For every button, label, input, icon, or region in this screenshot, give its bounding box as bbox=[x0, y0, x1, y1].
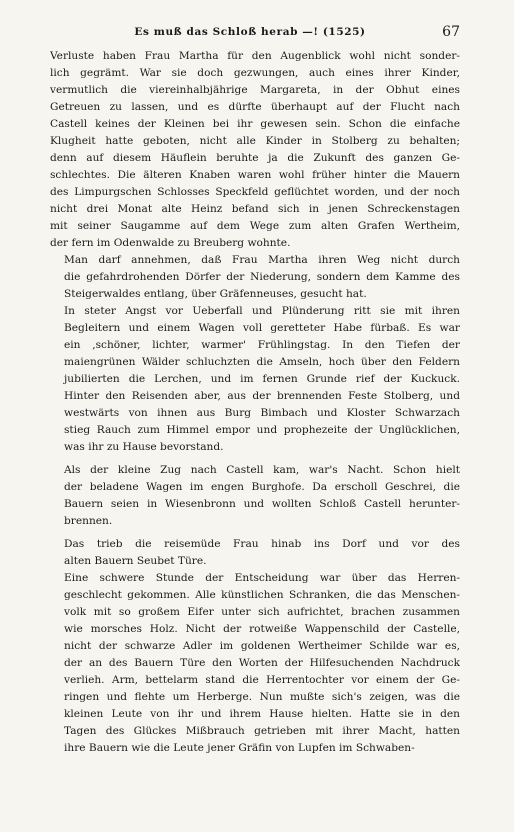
body-text bbox=[50, 48, 460, 757]
text-line: der an des Bauern Türe den Worten der Hilfesuchenden Nachdruck bbox=[64, 657, 460, 669]
text-line: geschlecht gekommen. Alle künstlichen Schranken, die das Menschen- bbox=[64, 589, 460, 601]
text-line: ein ,schöner, lichter, warmer' Frühlingstag. In den Tiefen der bbox=[64, 339, 460, 351]
text-line: mit seiner Saugamme auf dem Wege zum alten Grafen Wertheim, bbox=[50, 220, 460, 232]
text-line: ihre Bauern wie die Leute jener Gräfin von Lupfen im Schwaben- bbox=[64, 742, 415, 754]
text-line: alten Bauern Seubet Türe. bbox=[64, 555, 207, 567]
text-line: In steter Angst vor Ueberfall und Plünderung ritt sie mit ihren bbox=[64, 305, 460, 317]
text-line: Man darf annehmen, daß Frau Martha ihren Weg nicht durch bbox=[64, 254, 460, 266]
text-line: der beladene Wagen im engen Burghofe. Da erscholl Geschrei, die bbox=[64, 481, 460, 493]
text-line: vermutlich die viereinhalbjährige Margareta, in der Obhut eines bbox=[50, 84, 460, 96]
text-line: stieg Rauch zum Himmel empor und prophezeite der Unglücklichen, bbox=[64, 424, 460, 436]
paragraph bbox=[50, 462, 460, 530]
paragraph bbox=[50, 536, 460, 570]
text-line: Tagen des Glückes Mißbrauch getrieben mit ihrer Macht, hatten bbox=[64, 725, 460, 737]
text-line: maiengrünen Wälder schluchzten die Amseln, hoch über den Feldern bbox=[64, 356, 460, 368]
text-line: schlechtes. Die älteren Knaben waren wohl früher hinter die Mauern bbox=[50, 169, 460, 181]
text-line: Als der kleine Zug nach Castell kam, war's Nacht. Schon hielt bbox=[64, 464, 460, 476]
text-line: ringen und flehte um Herberge. Nun mußte sich's zeigen, was die bbox=[64, 691, 460, 703]
page-number: 67 bbox=[442, 24, 460, 40]
text-line: verlieh. Arm, bettelarm stand die Herrentochter vor einem der Ge- bbox=[64, 674, 460, 686]
page-header bbox=[50, 26, 460, 46]
text-line: brennen. bbox=[64, 515, 113, 527]
text-line: nicht drei Monat alte Heinz befand sich in jenen Schreckenstagen bbox=[50, 203, 460, 215]
text-line: Begleitern und einem Wagen voll geretteter Habe fürbaß. Es war bbox=[64, 322, 460, 334]
paragraph bbox=[50, 570, 460, 757]
text-line: kleinen Leute von ihr und ihrem Hause hielten. Hatte sie in den bbox=[64, 708, 460, 720]
text-line: Eine schwere Stunde der Entscheidung war über das Herren- bbox=[64, 572, 460, 584]
running-title: Es muß das Schloß herab —! (1525) bbox=[134, 26, 366, 38]
text-line: Steigerwaldes entlang, über Gräfenneuses, gesucht hat. bbox=[64, 288, 367, 300]
text-line: Getreuen zu lassen, und es dürfte überhaupt auf der Flucht nach bbox=[50, 101, 460, 113]
text-line: Das trieb die reisemüde Frau hinab ins Dorf und vor des bbox=[64, 538, 460, 550]
text-line: jubilierten die Lerchen, und im fernen Grunde rief der Kuckuck. bbox=[64, 373, 460, 385]
text-line: lich gegrämt. War sie doch gezwungen, auch eines ihrer Kinder, bbox=[50, 67, 460, 79]
paragraph bbox=[50, 252, 460, 303]
paragraph bbox=[50, 48, 460, 252]
text-line: denn auf diesem Häuflein beruhte ja die Zukunft des ganzen Ge- bbox=[50, 152, 460, 164]
text-line: nicht der schwarze Adler im goldenen Wertheimer Schilde war es, bbox=[64, 640, 460, 652]
text-line: die gefahrdrohenden Dörfer der Niederung, sondern dem Kamme des bbox=[64, 271, 460, 283]
text-line: westwärts von ihnen aus Burg Bimbach und Kloster Schwarzach bbox=[64, 407, 460, 419]
text-line: Hinter den Reisenden aber, aus der brennenden Feste Stolberg, und bbox=[64, 390, 460, 402]
text-line: volk mit so großem Eifer unter sich aufrichtet, brachen zusammen bbox=[64, 606, 460, 618]
text-line: Klugheit hatte geboten, nicht alle Kinder in Stolberg zu behalten; bbox=[50, 135, 460, 147]
text-line: Verluste haben Frau Martha für den Augenblick wohl nicht sonder- bbox=[50, 50, 460, 62]
paragraph bbox=[50, 303, 460, 456]
text-line: wie morsches Holz. Nicht der rotweiße Wappenschild der Castelle, bbox=[64, 623, 460, 635]
text-line: was ihr zu Hause bevorstand. bbox=[64, 441, 224, 453]
text-line: des Limpurgschen Schlosses Speckfeld geflüchtet worden, und der noch bbox=[50, 186, 460, 198]
text-line: Castell keines der Kleinen bei ihr gewesen sein. Schon die einfache bbox=[50, 118, 460, 130]
text-line: der fern im Odenwalde zu Breuberg wohnte. bbox=[50, 237, 291, 249]
text-line: Bauern seien in Wiesenbronn und wollten Schloß Castell herunter- bbox=[64, 498, 460, 510]
